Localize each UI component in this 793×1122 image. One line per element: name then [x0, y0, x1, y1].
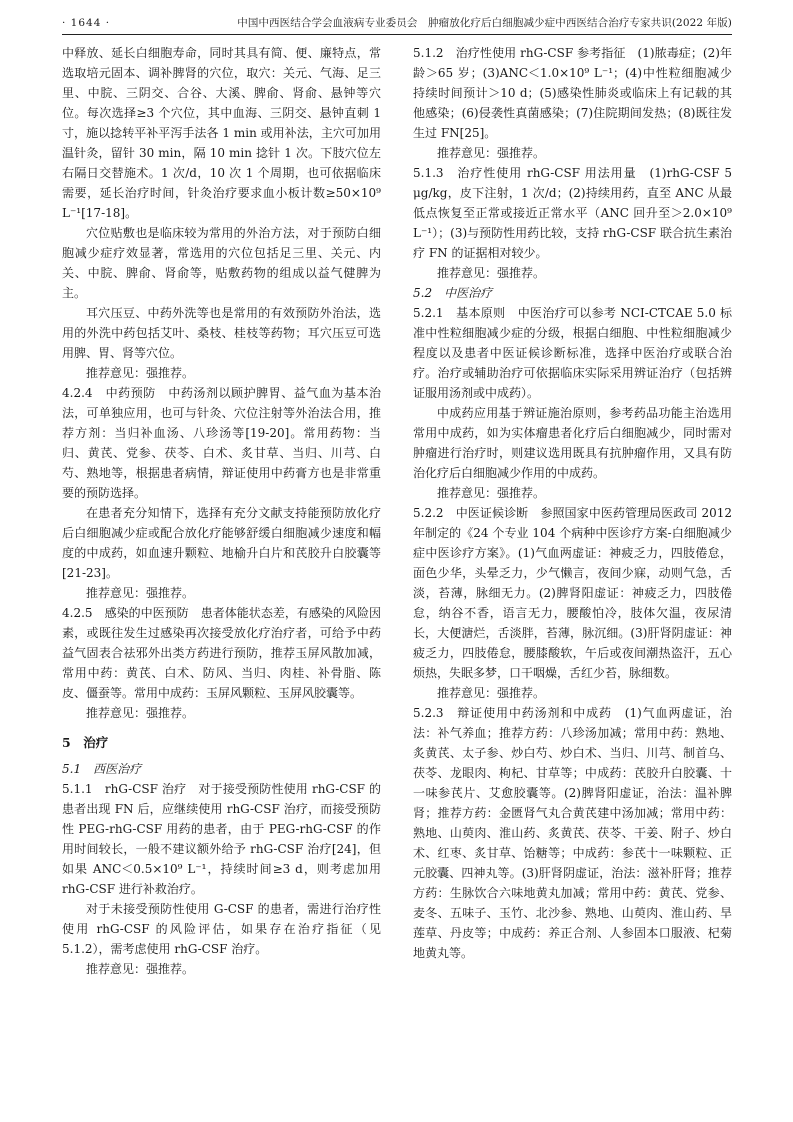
auricular-paragraph: 耳穴压豆、中药外洗等也是常用的有效预防外治法，选用的外洗中药包括艾叶、桑枝、桂枝等药物；耳穴压豆可选用脾、胃、肾等穴位。 — [62, 306, 381, 360]
section-4-2-5: 4.2.5 感染的中医预防 患者体能状态差，有感染的风险因素，或既往发生过感染再次接受放化疗治疗者，可给予中药益气固表合祛邪外出类方药进行预防，推荐玉屏风散加减，常用中药：黄芪、白术、防风、当归、肉桂、补骨脂、陈皮、僵蚕等。常用中成药：玉屏风颗粒、玉屏风胶囊等。 — [62, 606, 381, 700]
recommendation: 推荐意见：强推荐。 — [86, 706, 195, 720]
recommendation: 推荐意见：强推荐。 — [86, 586, 195, 600]
section-5-heading: 5 治疗 — [62, 735, 109, 750]
acupoint-application-paragraph: 穴位贴敷也是临床较为常用的外治方法，对于预防白细胞减少症疗效显著，常选用的穴位包括足三里、关元、内关、中脘、脾俞、肾俞等，贴敷药物的组成以益气健脾为主。 — [62, 226, 381, 300]
recommendation: 推荐意见：强推荐。 — [86, 366, 195, 380]
patent-medicine-paragraph: 在患者充分知情下，选择有充分文献支持能预防放化疗后白细胞减少症或配合放化疗能够舒缓白细胞减少速度和幅度的中成药，如血速升颗粒、地榆升白片和芪胶升白胶囊等[21-23]。 — [62, 506, 381, 580]
recommendation: 推荐意见：强推荐。 — [437, 266, 546, 280]
section-5-1-2: 5.1.2 治疗性使用 rhG-CSF 参考指征 (1)脓毒症；(2)年龄＞65 岁；(3)ANC＜1.0×10⁹ L⁻¹；(4)中性粒细胞减少持续时间预计＞10 d；(5)感染性肺炎或临床上有记载的其他感染；(6)侵袭性真菌感染；(7)住院期间发热；(8)既往发生过 FN[25]。 — [413, 46, 732, 140]
journal-title: 中国中西医结合学会血液病专业委员会 肿瘤放化疗后白细胞减少症中西医结合治疗专家共识(2022 年版) — [237, 17, 732, 29]
running-header — [62, 12, 732, 35]
section-5-2-2: 5.2.2 中医证候诊断 参照国家中医药管理局医政司 2012 年制定的《24 个专业 104 个病种中医诊疗方案-白细胞减少症中医诊疗方案》。(1)气血两虚证：神疲乏力，四肢倦怠，面色少华，头晕乏力，少气懒言，夜间少寐，动则气急，舌淡，苔薄，脉细无力。(2)脾肾阳虚证：神疲乏力，四肢倦怠，纳谷不香，语言无力，腰酸怕冷，肢体欠温，夜尿清长，大便溏烂，舌淡胖，苔薄，脉沉细。(3)肝肾阴虚证：神疲乏力，四肢倦怠，腰膝酸软，午后或夜间潮热盗汗，五心烦热，失眠多梦，口干咽燥，舌红少苔，脉细数。 — [413, 506, 732, 680]
section-5-1-3: 5.1.3 治疗性使用 rhG-CSF 用法用量 (1)rhG-CSF 5 μg/kg，皮下注射，1 次/d；(2)持续用药，直至 ANC 从最低点恢复至正常或接近正常水平（ANC 回升至＞2.0×10⁹ L⁻¹）；(3)与预防性用药比较，支持 rhG-CSF 联合抗生素治疗 FN 的证据相对较少。 — [413, 166, 732, 260]
section-5-1-1: 5.1.1 rhG-CSF 治疗 对于接受预防性使用 rhG-CSF 的患者出现 FN 后，应继续使用 rhG-CSF 治疗，而接受预防性 PEG-rhG-CSF 用药的患者，由于 PEG-rhG-CSF 的作用时间较长，一般不建议额外给予 rhG-CSF 治疗[24]，但如果 ANC＜0.5×10⁹ L⁻¹，持续时间≥3 d，则考虑加用 rhG-CSF 进行补救治疗。 — [62, 782, 381, 896]
section-5-1-heading: 5.1 西医治疗 — [62, 762, 142, 776]
recommendation: 推荐意见：强推荐。 — [437, 486, 546, 500]
recommendation: 推荐意见：强推荐。 — [437, 686, 546, 700]
section-5-2-1: 5.2.1 基本原则 中医治疗可以参考 NCI-CTCAE 5.0 标准中性粒细胞减少症的分级，根据白细胞、中性粒细胞减少程度以及患者中医证候诊断标准，选择中医治疗或联合治疗。治疗或辅助治疗可依据临床实际采用辨证治疗（包括辨证服用汤剂或中成药）。 — [413, 306, 732, 400]
left-column — [62, 43, 381, 979]
recommendation: 推荐意见：强推荐。 — [437, 146, 546, 160]
section-5-2-heading: 5.2 中医治疗 — [413, 286, 493, 300]
acupuncture-paragraph: 中释放、延长白细胞寿命，同时其具有简、便、廉特点，常选取培元固本、调补脾肾的穴位，取穴：关元、气海、足三里、中脘、三阴交、合谷、大溪、脾俞、肾俞、悬钟等穴位。每次选择≥3 个穴位，其中血海、三阴交、悬钟直刺 1 寸，施以捻转平补平泻手法各 1 min 或用补法，主穴可加用温针灸，留针 30 min，隔 10 min 捻针 1 次。下肢穴位左右隔日交替施术。1 次/d，10 次 1 个周期，也可依据临床需要，延长治疗时间，针灸治疗要求血小板计数≥50×10⁹ L⁻¹[17-18]。 — [62, 46, 381, 220]
page-number: · 1644 · — [62, 17, 111, 29]
section-5-2-3: 5.2.3 辩证使用中药汤剂和中成药 (1)气血两虚证，治法：补气养血；推荐方药：八珍汤加减；常用中药：熟地、炙黄芪、太子参、炒白芍、炒白术、当归、川芎、制首乌、茯苓、龙眼肉、枸杞、甘草等；中成药：芪胶升白胶囊、十一味参芪片、艾愈胶囊等。(2)脾肾阳虚证，治法：温补脾肾；推荐方药：金匮肾气丸合黄芪建中汤加减；常用中药：熟地、山萸肉、淮山药、炙黄芪、茯苓、干姜、附子、炒白术、红枣、炙甘草、饴糖等；中成药：参芪十一味颗粒、正元胶囊、四神丸等。(3)肝肾阴虚证，治法：滋补肝肾；推荐方药：生脉饮合六味地黄丸加减；常用中药：黄芪、党参、麦冬、五味子、玉竹、北沙参、熟地、山萸肉、淮山药、旱莲草、丹皮等；中成药：养正合剂、人参固本口服液、杞菊地黄丸等。 — [413, 706, 732, 960]
patent-medicine-principle-paragraph: 中成药应用基于辨证施治原则，参考药品功能主治选用常用中成药，如为实体瘤患者化疗后白细胞减少，同时需对肿瘤进行治疗时，则建议选用既具有抗肿瘤作用，又具有防治化疗后白细胞减少作用的中成药。 — [413, 406, 732, 480]
recommendation: 推荐意见：强推荐。 — [86, 962, 195, 976]
gcsf-assessment-paragraph: 对于未接受预防性使用 G-CSF 的患者，需进行治疗性使用 rhG-CSF 的风险评估，如果存在治疗指征（见 5.1.2），需考虑使用 rhG-CSF 治疗。 — [62, 902, 381, 956]
right-column — [413, 43, 732, 963]
section-4-2-4: 4.2.4 中药预防 中药汤剂以顾护脾胃、益气血为基本治法，可单独应用，也可与针灸、穴位注射等外治法合用，推荐方剂：当归补血汤、八珍汤等[19-20]。常用药物：当归、黄芪、党参、茯苓、白术、炙甘草、当归、川芎、白芍、熟地等，根据患者病情，辩证使用中药膏方也是非常重要的预防选择。 — [62, 386, 381, 500]
